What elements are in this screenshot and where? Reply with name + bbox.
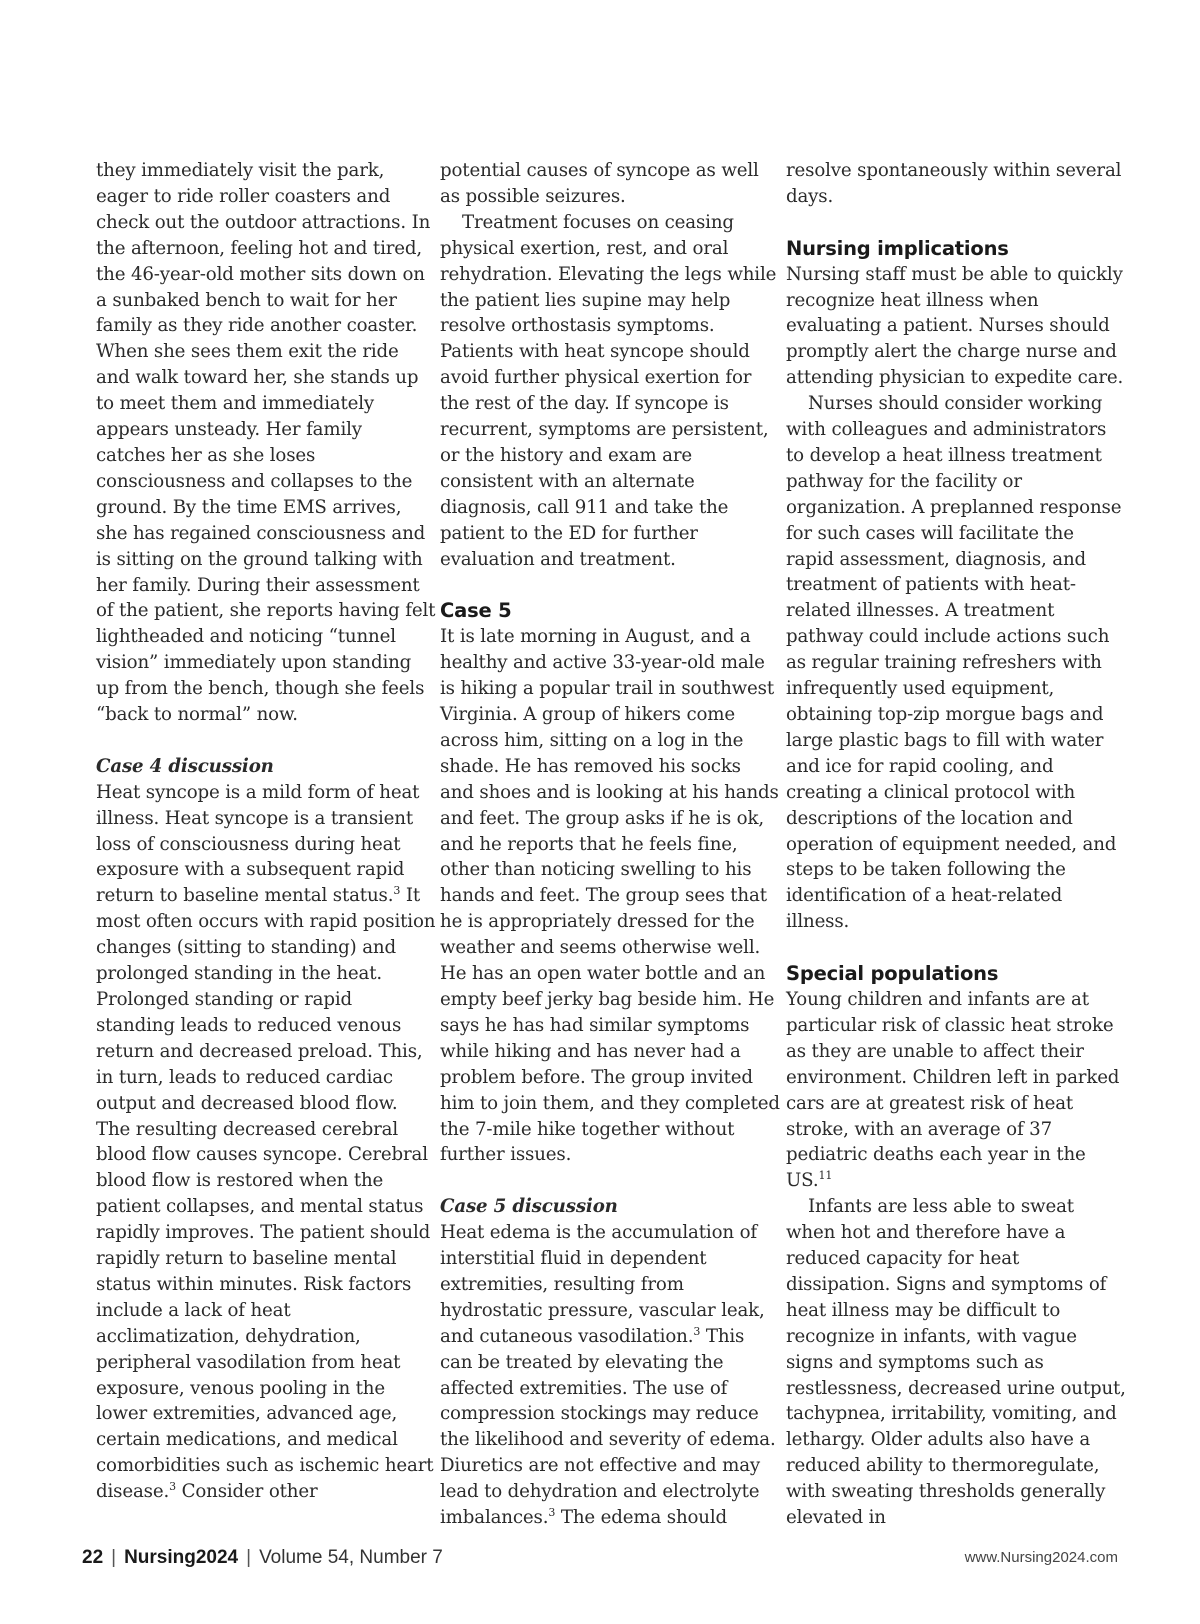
paragraph: Heat syncope is a mild form of heat illness. Heat syncope is a transient loss of consciousness during heat exposure with a subsequent rapid return to baseline mental status.$^3$ It most often occurs with rapid position changes (sitting to standing) and prolonged standing in the heat. Prolonged standing or rapid standing leads to reduced venous return and decreased preload. This, in turn, leads to reduced cardiac output and decreased blood flow. The resulting decreased cerebral blood flow causes syncope. Cerebral blood flow is restored when the patient collapses, and mental status rapidly improves. The patient should rapidly return to baseline mental status within minutes. Risk factors include a lack of heat acclimatization, dehydration, peripheral vasodilation from heat exposure, venous pooling in the lower extremities, advanced age, certain medications, and medical comorbidities such as ischemic heart disease.$^3$ Consider other [96,781,436,1503]
reference-superscript: 11 [818,1169,833,1183]
paragraph: Treatment focuses on ceasing physical exertion, rest, and oral rehydration. Elevating the legs while the patient lies supine may help resolve orthostasis symptoms. Patients with heat syncope should avoid further physical exertion for the rest of the day. If syncope is recurrent, symptoms are persistent, or the history and exam are consistent with an alternate diagnosis, call 911 and take the patient to the ED for further evaluation and treatment. [440,211,777,570]
case-4-discussion-heading: Case 4 discussion [96,755,274,777]
paragraph: It is late morning in August, and a healthy and active 33-year-old male is hiking a popular trail in southwest Virginia. A group of hikers come across him, sitting on a log in the shade. He has removed his socks and shoes and is looking at his hands and feet. The group asks if he is ok, and he reports that he feels fine, other than noticing swelling to his hands and feet. The group sees that he is appropriately dressed for the weather and seems otherwise well. He has an open water bottle and an empty beef jerky bag beside him. He says he has had similar symptoms while hiking and has never had a problem before. The group invited him to join them, and they completed the 7-mile hike together without further issues. [440,626,780,1166]
paragraph: Nursing staff must be able to quickly recognize heat illness when evaluating a patient. Nurses should promptly alert the charge nurse and attending physician to expedite care. [786,263,1124,389]
page-footer [82,1547,1118,1571]
case-5-heading: Case 5 [440,599,512,623]
special-populations-heading: Special populations [786,962,999,986]
page-number: 22 [82,1547,104,1568]
text-column-3 [786,158,1126,1531]
paragraph: Infants are less able to sweat when hot and therefore have a reduced capacity for heat dissipation. Signs and symptoms of heat illness may be difficult to recognize in infants, with vague signs and symptoms such as restlessness, decreased urine output, tachypnea, irritability, vomiting, and lethargy. Older adults also have a reduced ability to thermoregulate, with sweating thresholds generally elevated in [786,1196,1126,1529]
paragraph: potential causes of syncope as well as possible seizures. [440,160,759,207]
journal-url[interactable]: www.Nursing2024.com [964,1549,1118,1566]
divider: | [246,1547,252,1568]
reference-superscript: 3 [548,1506,556,1520]
footer-left [82,1547,443,1569]
nursing-implications-heading: Nursing implications [786,236,1009,260]
paragraph: Young children and infants are at particular risk of classic heat stroke as they are unable to affect their environment. Children left in parked cars are at greatest risk of heat stroke, with an average of 37 pediatric deaths each year in the US.$^{11}$ [786,988,1120,1192]
text-column-2 [440,158,780,1531]
reference-superscript: 3 [169,1480,176,1494]
paragraph: they immediately visit the park, eager to ride roller coasters and check out the outdoor attractions. In the afternoon, feeling hot and tired, the 46-year-old mother sits down on a sunbaked bench to wait for her family as they ride another coaster. When she sees them exit the ride and walk toward her, she stands up to meet them and immediately appears unsteady. Her family catches her as she loses consciousness and collapses to the ground. By the time EMS arrives, she has regained consciousness and is sitting on the ground talking with her family. During their assessment of the patient, she reports having felt lightheaded and noticing “tunnel vision” immediately upon standing up from the bench, though she feels “back to normal” now. [96,160,436,726]
paragraph: resolve spontaneously within several days. [786,160,1122,207]
divider: | [111,1547,117,1568]
volume-info: Volume 54, Number 7 [259,1547,443,1568]
paragraph: Heat edema is the accumulation of interstitial fluid in dependent extremities, resulting from hydrostatic pressure, vascular leak, and cutaneous vasodilation.$^3$ This can be treated by elevating the affected extremities. The use of compression stockings may reduce the likelihood and severity of edema. Diuretics are not effective and may lead to dehydration and electrolyte imbalances.$^3$ The edema should [440,1222,776,1529]
reference-superscript: 3 [693,1324,701,1338]
text-column-1 [96,158,436,1505]
reference-superscript: 3 [393,884,401,898]
journal-name: Nursing2024 [124,1547,239,1568]
paragraph: Nurses should consider working with colleagues and administrators to develop a heat illness treatment pathway for the facility or organization. A preplanned response for such cases will facilitate the rapid assessment, diagnosis, and treatment of patients with heat-related illnesses. A treatment pathway could include actions such as regular training refreshers with infrequently used equipment, obtaining top-zip morgue bags and large plastic bags to fill with water and ice for rapid cooling, and creating a clinical protocol with descriptions of the location and operation of equipment needed, and steps to be taken following the identification of a heat-related illness. [786,393,1122,933]
case-5-discussion-heading: Case 5 discussion [440,1196,618,1218]
